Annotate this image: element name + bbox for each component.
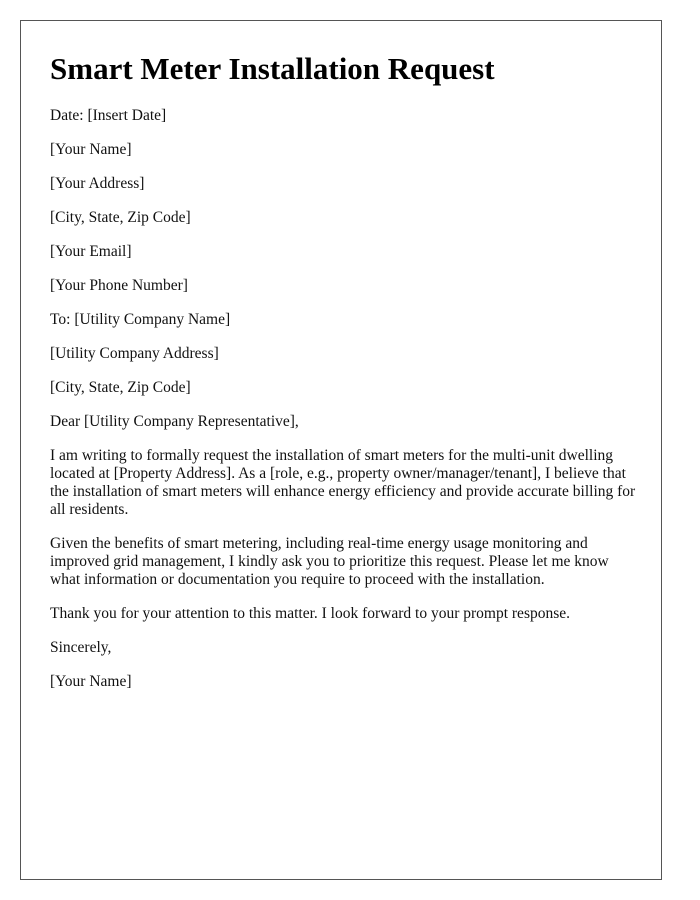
date-line: Date: [Insert Date] (50, 107, 167, 124)
salutation: Dear [Utility Company Representative], (50, 413, 299, 430)
sender-name: [Your Name] (50, 141, 132, 158)
recipient-company: To: [Utility Company Name] (50, 311, 231, 328)
signature: [Your Name] (50, 673, 132, 690)
recipient-city-state-zip: [City, State, Zip Code] (50, 379, 191, 396)
sender-address: [Your Address] (50, 175, 145, 192)
sender-email: [Your Email] (50, 243, 132, 260)
body-paragraph-2: Given the benefits of smart metering, including real-time energy usage monitoring and improved grid management, I kindly ask you to prioritize this request. Please let me know what information or documentation you require to proceed with the installation. (50, 535, 609, 588)
letter-page (20, 20, 662, 880)
letter-content (50, 49, 640, 691)
sender-phone: [Your Phone Number] (50, 277, 188, 294)
letter-title: Smart Meter Installation Request (50, 51, 495, 86)
body-paragraph-3: Thank you for your attention to this matter. I look forward to your prompt response. (50, 605, 571, 622)
sender-city-state-zip: [City, State, Zip Code] (50, 209, 191, 226)
closing: Sincerely, (50, 639, 112, 656)
body-paragraph-1: I am writing to formally request the installation of smart meters for the multi-unit dwelling located at [Property Address]. As a [role, e.g., property owner/manager/tenant], I believe that the installation of smart meters will enhance energy efficiency and provide accurate billing for all residents. (50, 447, 636, 518)
recipient-address: [Utility Company Address] (50, 345, 219, 362)
